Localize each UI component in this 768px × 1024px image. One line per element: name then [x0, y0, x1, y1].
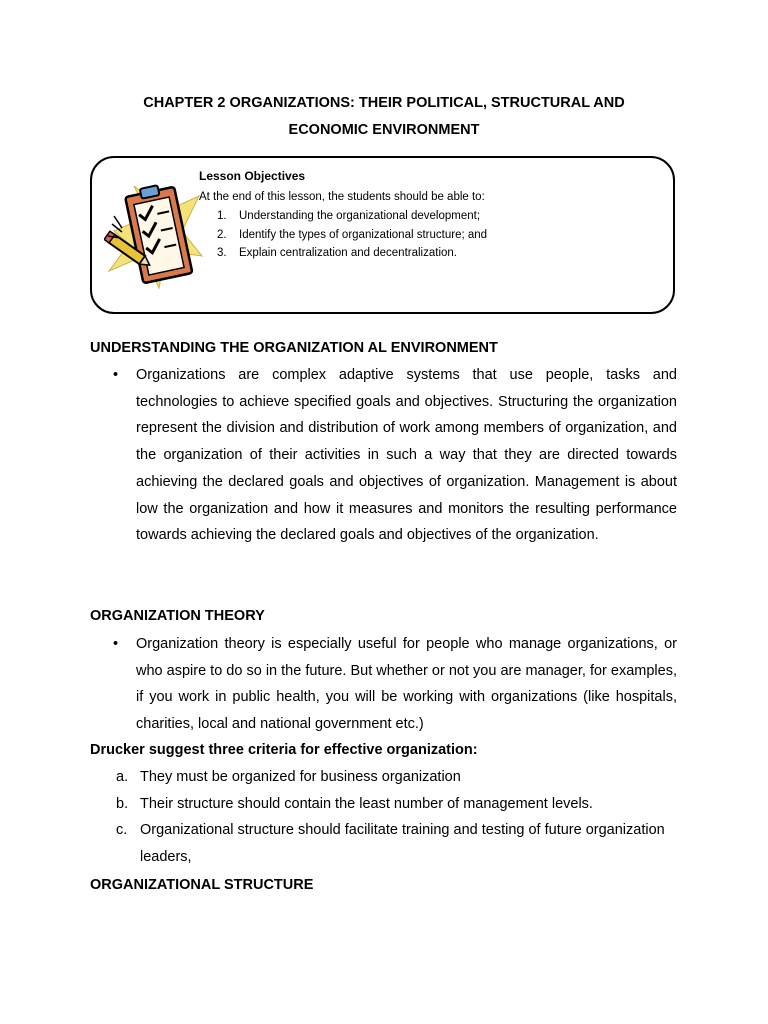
bullet-icon: • [113, 367, 119, 383]
clipboard-checklist-icon [104, 176, 204, 296]
drucker-heading: Drucker suggest three criteria for effective organization: [90, 742, 478, 758]
environment-paragraph: Organizations are complex adaptive systems that use people, tasks and technologies to achieve specified goals and objectives. Structuring the organization represent the division and distribution of work among members of organization, and the organization of their activities in such a way that they are directed towards achieving the declared goals and objectives of organization. Management is about low the organization and how it measures and monitors the resulting performance towards achieving the declared goals and objectives of the organization. [136, 367, 677, 544]
list-item: 3. Explain centralization and decentralization. [217, 247, 457, 259]
chapter-title-line2: ECONOMIC ENVIRONMENT [288, 122, 480, 138]
list-item: 2. Identify the types of organizational structure; and [217, 228, 488, 241]
section-heading-environment: UNDERSTANDING THE ORGANIZATION AL ENVIRONMENT [90, 340, 498, 356]
bullet-icon: • [113, 636, 119, 652]
list-item: a. They must be organized for business organization [116, 769, 461, 785]
list-item: c. Organizational structure should facilitate training and testing of future organization leaders, [116, 822, 665, 866]
section-heading-theory: ORGANIZATION THEORY [90, 608, 265, 624]
theory-paragraph: Organization theory is especially useful for people who manage organizations, or who aspire to do so in the future. But whether or not you are manager, for examples, if you work in public health, you will be working with organizations (like hospitals, charities, local and national government etc.) [136, 636, 677, 733]
lesson-objectives-heading: Lesson Objectives [199, 169, 306, 183]
chapter-title-line1: CHAPTER 2 ORGANIZATIONS: THEIR POLITICAL, STRUCTURAL AND [143, 95, 625, 111]
lesson-objectives [199, 166, 487, 263]
list-item: b. Their structure should contain the least number of management levels. [116, 795, 593, 812]
section-heading-structure: ORGANIZATIONAL STRUCTURE [90, 877, 314, 893]
chapter-title [0, 90, 768, 144]
drucker-criteria-list [116, 764, 678, 871]
lesson-objectives-intro: At the end of this lesson, the students should be able to: [199, 191, 485, 203]
list-item: 1. Understanding the organizational development; [217, 210, 481, 222]
lesson-objectives-list [199, 207, 487, 263]
